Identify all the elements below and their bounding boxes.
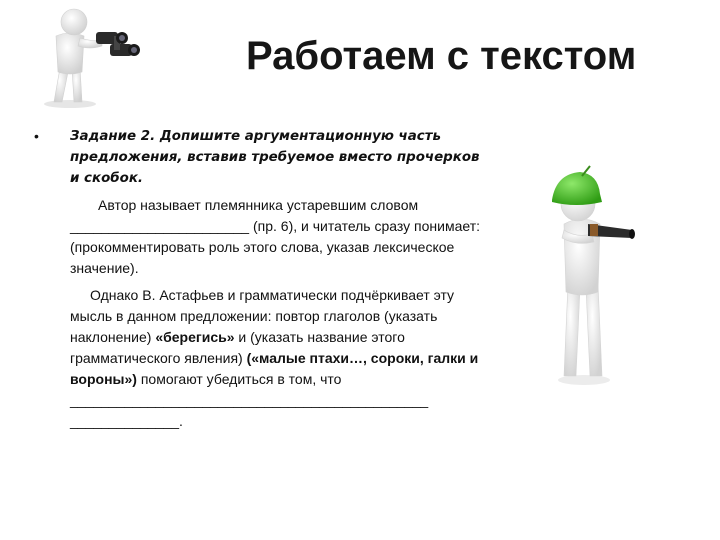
paragraph-2 (70, 285, 482, 432)
paragraph-2-bold-2: («малые птахи…, сороки, галки и вороны») (70, 350, 479, 387)
slide-title: Работаем с текстом (246, 34, 637, 78)
figure-with-binoculars-icon (30, 6, 150, 110)
paragraph-2-text-3: помогают убедиться в том, что ______________________________________________ ______________. (70, 371, 429, 429)
paragraph-1 (70, 195, 482, 279)
figure-with-spyglass-icon (540, 164, 636, 388)
paragraph-2-bold-1: «берегись» (155, 329, 235, 345)
bullet-marker: • (34, 128, 39, 144)
paragraph-2-text-2: и (указать название этого грамматического явления) (70, 329, 405, 366)
paragraph-1-text: Автор называет племянника устаревшим словом _______________________ (пр. 6), и читатель сразу понимает: (прокомментировать роль этого слова, указав лексическое значение). (70, 197, 481, 276)
paragraph-2-text-1: Однако В. Астафьев и грамматически подчёркивает эту мысль в данном предложении: повтор глаголов (указать наклонение) (70, 287, 455, 345)
task-heading: Задание 2. Допишите аргументационную часть предложения, вставив требуемое вместо прочерков и скобок. (70, 129, 480, 186)
slide-content (34, 126, 482, 432)
